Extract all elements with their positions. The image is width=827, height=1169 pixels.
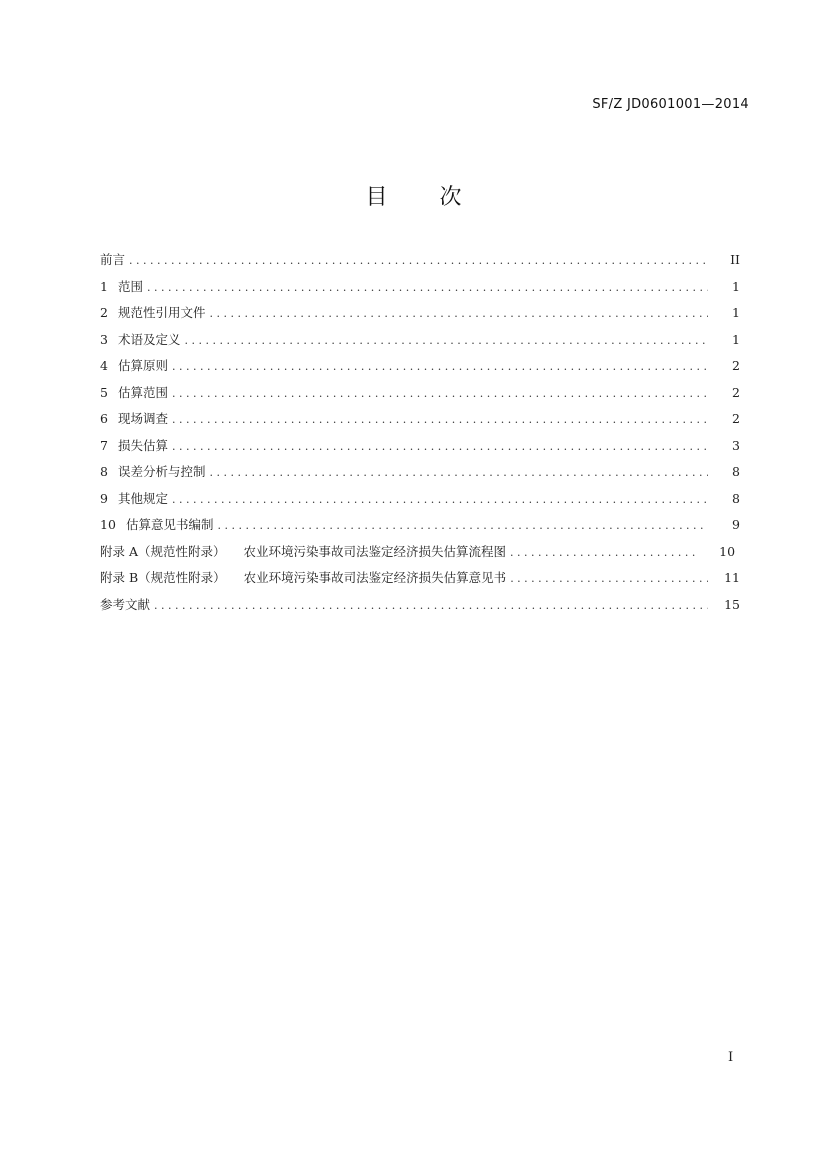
- toc-page: 2: [732, 411, 740, 426]
- toc-page: 8: [732, 464, 740, 479]
- toc-entry-10[interactable]: [100, 515, 740, 542]
- toc-label: 估算意见书编制: [126, 517, 214, 532]
- toc-label: 现场调查: [118, 411, 169, 426]
- dot-leader: [154, 596, 708, 616]
- dot-leader: [185, 331, 708, 351]
- dot-leader: [172, 357, 708, 377]
- toc-entry-appendix-b[interactable]: [100, 568, 740, 595]
- toc-number: 6: [100, 411, 108, 426]
- toc-entry-1[interactable]: [100, 277, 740, 304]
- dot-leader: [147, 278, 708, 298]
- document-id: SF/Z JD0601001—2014: [592, 97, 749, 112]
- toc-entry-5[interactable]: [100, 383, 740, 410]
- toc-number: 7: [100, 437, 108, 453]
- toc-entry-6[interactable]: [100, 409, 740, 436]
- toc-label: 范围: [118, 278, 144, 294]
- dot-leader: [210, 304, 708, 324]
- toc-page: 1: [732, 331, 740, 347]
- toc-number: 9: [100, 490, 108, 506]
- dot-leader: [510, 569, 708, 589]
- toc-entry-4[interactable]: [100, 356, 740, 383]
- toc-label: 参考文献: [100, 596, 151, 612]
- toc-number: 3: [100, 331, 108, 347]
- toc-label: 损失估算: [118, 437, 169, 453]
- table-of-contents: [100, 250, 740, 621]
- toc-label: 误差分析与控制: [118, 464, 206, 479]
- toc-page: 1: [732, 278, 740, 294]
- toc-page: II: [730, 252, 740, 267]
- toc-label: 规范性引用文件: [118, 305, 206, 320]
- dot-leader: [172, 490, 708, 510]
- toc-label: 估算范围: [118, 384, 169, 400]
- toc-label: 估算原则: [118, 358, 169, 373]
- toc-entry-9[interactable]: [100, 489, 740, 516]
- dot-leader: [172, 410, 708, 430]
- toc-appendix-prefix: 附录 A（规范性附录）: [100, 543, 226, 559]
- toc-number: 1: [100, 278, 108, 294]
- toc-page: 11: [724, 570, 740, 585]
- toc-entry-references[interactable]: [100, 595, 740, 622]
- toc-page: 2: [732, 384, 740, 400]
- toc-number: 10: [100, 517, 116, 532]
- toc-label: 农业环境污染事故司法鉴定经济损失估算意见书: [243, 570, 507, 585]
- toc-page: 8: [732, 490, 740, 506]
- dot-leader: [129, 251, 708, 271]
- toc-entry-7[interactable]: [100, 436, 740, 463]
- toc-label: 前言: [100, 252, 126, 267]
- toc-page: 9: [732, 517, 740, 532]
- toc-label: 农业环境污染事故司法鉴定经济损失估算流程图: [243, 543, 507, 559]
- dot-leader: [510, 543, 695, 563]
- page-number: I: [728, 1050, 734, 1065]
- toc-label: 术语及定义: [118, 331, 181, 347]
- toc-page: 3: [732, 437, 740, 453]
- toc-number: 8: [100, 464, 108, 479]
- dot-leader: [172, 437, 708, 457]
- toc-entry-3[interactable]: [100, 330, 740, 357]
- toc-entry-2[interactable]: [100, 303, 740, 330]
- toc-page: 15: [724, 596, 740, 612]
- toc-appendix-prefix: 附录 B（规范性附录）: [100, 570, 226, 585]
- title-char-2: 次: [439, 185, 462, 210]
- dot-leader: [172, 384, 708, 404]
- dot-leader: [210, 463, 708, 483]
- title-char-1: 目: [365, 185, 388, 210]
- toc-page: 2: [732, 358, 740, 373]
- toc-number: 4: [100, 358, 108, 373]
- toc-page: 10: [719, 543, 736, 559]
- toc-number: 2: [100, 305, 108, 320]
- toc-entry-foreword[interactable]: [100, 250, 740, 277]
- toc-label: 其他规定: [118, 490, 169, 506]
- toc-page: 1: [732, 305, 740, 320]
- toc-number: 5: [100, 384, 108, 400]
- page-title: [0, 180, 827, 211]
- toc-entry-appendix-a[interactable]: [100, 542, 740, 569]
- toc-entry-8[interactable]: [100, 462, 740, 489]
- dot-leader: [218, 516, 708, 536]
